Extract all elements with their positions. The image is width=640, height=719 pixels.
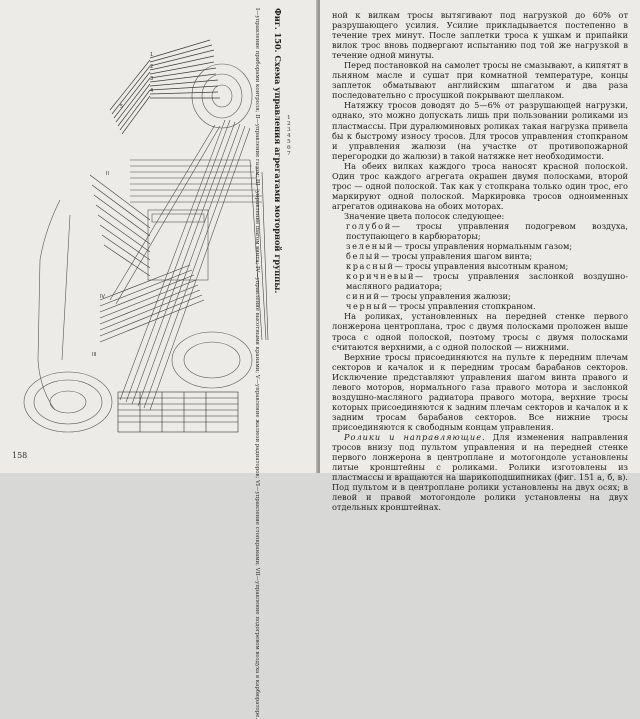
page-number: 158 [12,451,28,460]
section-paragraph [332,432,628,512]
color-desc: — тросы управления заслонкой воздушно-масляного радиатора; [346,271,628,292]
color-name: голубой [346,220,392,231]
color-desc: — тросы управления подогревом воздуха, поступающего в карбюраторы; [346,220,628,242]
section-text: Для изменения направления тросов внизу под пультом управления и на передней стенке первого лонжерона в центроплане и мотогондоле установлены литые кронштейны с роликами. Ролики изготовлены из пластмассы и вращаются на шарикоподшипниках (фиг. 151 а, б, в). Под пультом и в центроплане ролики установлены на двух осях; в левой и правой мотогондоле ролики установлены на двух отдельных кронштейнах. [332,431,628,513]
figure-caption: Фиг. 150. Схема управления агрегатами моторной группы. [273,8,283,294]
svg-text:2: 2 [150,64,154,70]
color-desc: — тросы управления шагом винта; [380,251,533,262]
figure-legend: I—управление приборами контроля; II—управление газом; III—управление шагом винта; IV—управление высотными кранами; V—управление жалюзи радиаторов; VI—управление стопкранами; VII—управление подогревом воздуха в карбюраторе. [254,8,260,719]
list-item [346,251,628,261]
paragraph: Значение цвета полосок следующее: [344,210,505,221]
color-name: черный [346,301,389,312]
svg-text:1: 1 [150,52,154,58]
color-desc: — тросы управления нормальным газом; [394,241,573,252]
list-item [346,221,628,241]
svg-text:II: II [106,171,109,177]
color-name: зеленый [346,241,394,252]
svg-text:4: 4 [150,88,154,94]
color-name: коричневый [346,271,416,282]
color-name: синий [346,291,381,302]
paragraph: Натяжку тросов доводят до 5—6% от разрушающей нагрузки, однако, это можно допускать лишь при пользовании роликами из пластмассы. При дуралюминовых роликах такая нагрузка привела бы к быстрому износу тросов. Для тросов управления стопкраном и управления жалюзи (на участке от противопожарной перегородки до жалюзи) в такой натяжке нет необходимости. [332,100,628,161]
paragraph: Верхние тросы присоединяются на пульте к передним плечам секторов и качалок и к передним тросам барабанов секторов. Исключение представляют управления шагом винта правого и левого моторов, нормального газа правого мотора и заслонкой воздушно-масляного радиатора правого мотора, верхние тросы которых присоединяются к задним плечам секторов и качалок и к задним тросам барабанов секторов. Все нижние тросы присоединяются к свободным концам управления. [332,351,628,432]
paragraph: На роликах, установленных на передней стенке первого лонжерона центроплана, трос с двумя полосками проложен выше троса с одной полоской, поэтому тросы с двумя полосками считаются верхними, а с одной полоской — нижними. [332,311,628,352]
figure-caption-block [254,8,290,719]
figure-side-numbers: 1 2 3 4 5 6 7 [287,115,291,157]
list-item [346,271,628,291]
svg-text:III: III [92,352,97,358]
color-desc: — тросы управления высотным краном; [394,261,569,272]
color-desc: — тросы управления стопкраном. [388,301,536,312]
list-item [346,301,628,311]
color-name: красный [346,261,395,272]
paragraph: На обеих вилках каждого троса наносят красной полоской. Один трос каждого агрегата окрашен двумя полосками, второй трос — одной полоской. Так как у стопкрана только один трос, его маркируют одной полоской. Маркировка тросов одноименных агрегатов одинакова на обоих моторах. [332,160,628,211]
list-item [346,241,628,251]
left-page [0,0,318,719]
color-name: белый [346,251,381,262]
body-text [332,10,628,512]
svg-text:IV: IV [100,294,105,300]
list-item [346,261,628,271]
paragraph: Перед постановкой на самолет тросы не смазывают, а кипятят в льняном масле и сушат при комнатной температуре, концы заплеток обматывают английским шпагатом и два раза последовательно с просушкой покрывают шеллаком. [332,60,628,101]
svg-text:5: 5 [120,104,124,110]
list-item [346,291,628,301]
color-desc: — тросы управления жалюзи; [380,291,511,302]
color-legend-list [332,221,628,311]
svg-text:3: 3 [150,76,154,82]
paragraph: ной к вилкам тросы вытягивают под нагрузкой до 60% от разрушающего усилия. Усилие прикладывается постепенно в течение трех минут. После заплетки троса к ушкам и припайки вилок трос вновь подвергают испытанию под той же нагрузкой в течение одной минуты. [332,10,628,61]
section-title: Ролики и направляющие. [344,431,486,442]
